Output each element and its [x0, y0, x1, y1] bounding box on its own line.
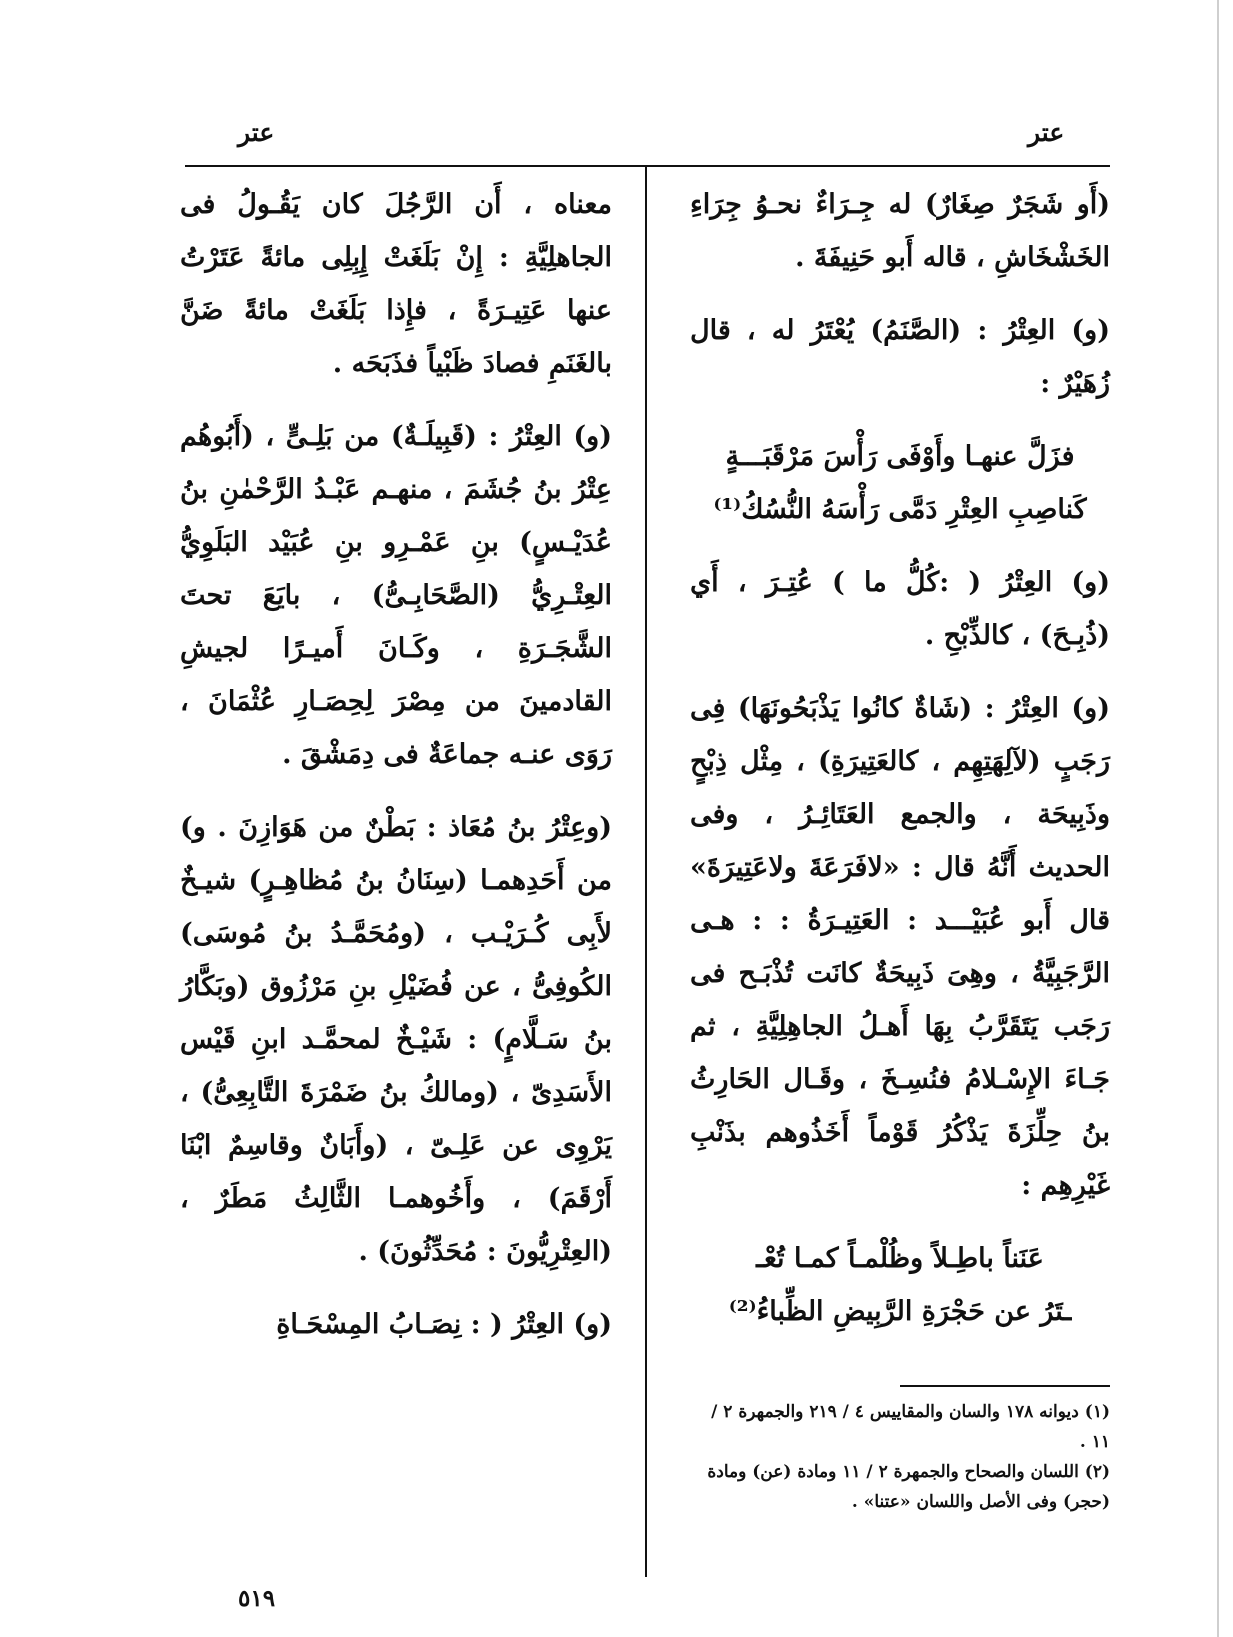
page-number: ٥١٩ [238, 1585, 276, 1612]
verse-zuhayr-line-2: كَناصِبِ العِتْرِ دَمَّى رَأْسَهُ النُّسُكُ⁽¹⁾ [713, 494, 1087, 525]
left-paragraph-3: (وعِتْرُ بنُ مُعَاذ : بَطْنٌ من هَوَازِنَ . و) من أَحَدِهمـا (سِنَانُ بنُ مُظاهِـرٍ) شيـخٌ لأَبِى كُـرَيْـب ، (ومُحَمَّـدُ بنُ مُوسَى) الكُوفِىُّ ، عن فُضَيْلِ بنِ مَرْزُوق (وبَكَّارُ بنُ سَـلَّامٍ) : شَيْـخٌ لمحمَّـد ابنِ قَيْس الأَسَدِىّ ، (ومالكُ بنُ ضَمْرَةَ التَّابِعِىُّ) ، يَرْوِى عن عَلِـىّ ، (وأَبَانٌ وقاسِمٌ ابْنَا أَرْقَمَ) ، وأَخُوهمـا الثَّالِثُ مَطَرٌ ، (العِتْرِيُّونَ : مُحَدِّثُونَ) . [180, 812, 612, 1267]
verse-zuhayr-line-1: فزَلَّ عنهـا وأَوْفَى رَأْسَ مَرْقَبَـــةٍ [725, 441, 1075, 472]
column-divider [645, 165, 647, 1577]
footnote-1: (١) ديوانه ١٧٨ والسان والمقاييس ٤ / ٢١٩ والجمهرة ٢ / ١١ . [711, 1402, 1110, 1452]
right-column [690, 178, 1110, 1358]
left-paragraph-2: (و) العِتْرُ : (قَبِيلَـةٌ) من بَلِـىٍّ ، (أَبُوهُم عِتْرُ بنُ جُشَمَ ، منهـم عَبْـدُ الرَّحْمٰنِ بنُ عُدَيْـسٍ) بنِ عَمْـرِو بنِ عُبَيْد البَلَوِيُّ العِتْـرِيُّ (الصَّحَابِـىُّ) ، بايَعَ تحتَ الشَّجَـرَةِ ، وكَـانَ أَميـرًا لجيشِ القادمينَ من مِصْرَ لِحِصَـارِ عُثْمَانَ ، رَوَى عنـه جماعَةٌ فى دِمَشْقَ . [180, 421, 612, 770]
footnotes [690, 1397, 1110, 1517]
page-edge-shadow [1217, 0, 1219, 1637]
left-paragraph-1: معناه ، أَن الرَّجُلَ كان يَقُـولُ فى الجاهلِيَّةِ : إِنْ بَلَغَتْ إِبِلِى مائةً عَتَرْتُ عنها عَتِيـرَةً ، فإِذا بَلَغَتْ مائةً ضَنَّ بالغَنَمِ فصادَ ظَبْياً فذَبَحَه . [180, 189, 612, 379]
header-rule [185, 165, 1110, 167]
verse-harith-line-2: ـتَرُ عن حَجْرَةِ الرَّبِيضِ الظِّباءُ⁽²⁾ [728, 1296, 1072, 1327]
verse-harith [690, 1232, 1110, 1338]
verse-zuhayr [690, 430, 1110, 536]
verse-harith-line-1: عَنَناً باطِـلاً وظُلْمـاً كمـا تُعْـ [756, 1243, 1044, 1274]
running-header-right: عتر [1028, 118, 1065, 147]
left-paragraph-4: (و) العِتْرُ ( : نِصَـابُ المِسْحَـاةِ [276, 1309, 612, 1340]
left-column [180, 178, 612, 1371]
right-paragraph-3: (و) العِتْرُ ( :كُلُّ ما ) عُتِـرَ ، أَي (ذُبِـحَ) ، كالذِّبْحِ . [690, 567, 1110, 651]
footnote-2: (٢) اللسان والصحاح والجمهرة ٢ / ١١ ومادة (عن) ومادة (حجر) وفى الأصل واللسان «عتنا» . [707, 1462, 1110, 1512]
footnote-rule [900, 1385, 1110, 1387]
right-paragraph-2: (و) العِتْرُ : (الصَّنَمُ) يُعْتَرُ له ، قال زُهَيْرٌ : [690, 315, 1110, 399]
right-paragraph-1: (أَو شَجَرٌ صِغَارٌ) له جِـرَاءٌ نحـوُ جِرَاءِ الخَشْخَاشِ ، قاله أَبو حَنِيفَةَ . [690, 189, 1110, 273]
right-paragraph-4: (و) العِتْرُ : (شَاةٌ كانُوا يَذْبَحُونَهَا) فِى رَجَبٍ (لآلِهَتِهِم ، كالعَتِيرَةِ) ، مِثْل ذِبْحٍ وذَبِيحَة ، والجمع العَتَائِـرُ ، وفى الحديث أَنَّهُ قال : «لافَرَعَةَ ولاعَتِيرَةَ» قال أَبو عُبَيْـــد : العَتِيـرَةُ : : هـى الرَّجَبِيَّةُ ، وهِىَ ذَبِيحَةٌ كانَت تُذْبَـح فى رَجَب يَتَقَرَّبُ بِهَا أَهـلُ الجاهِلِيَّةِ ، ثم جَـاءَ الإِسْـلامُ فنُسِـخَ ، وقَـال الحَارِثُ بنُ حِلِّزَةَ يَذْكُرُ قَوْماً أَخَذُوهم بذَنْبِ غَيْرِهِم : [690, 693, 1110, 1201]
running-header-left: عتر [238, 118, 275, 147]
